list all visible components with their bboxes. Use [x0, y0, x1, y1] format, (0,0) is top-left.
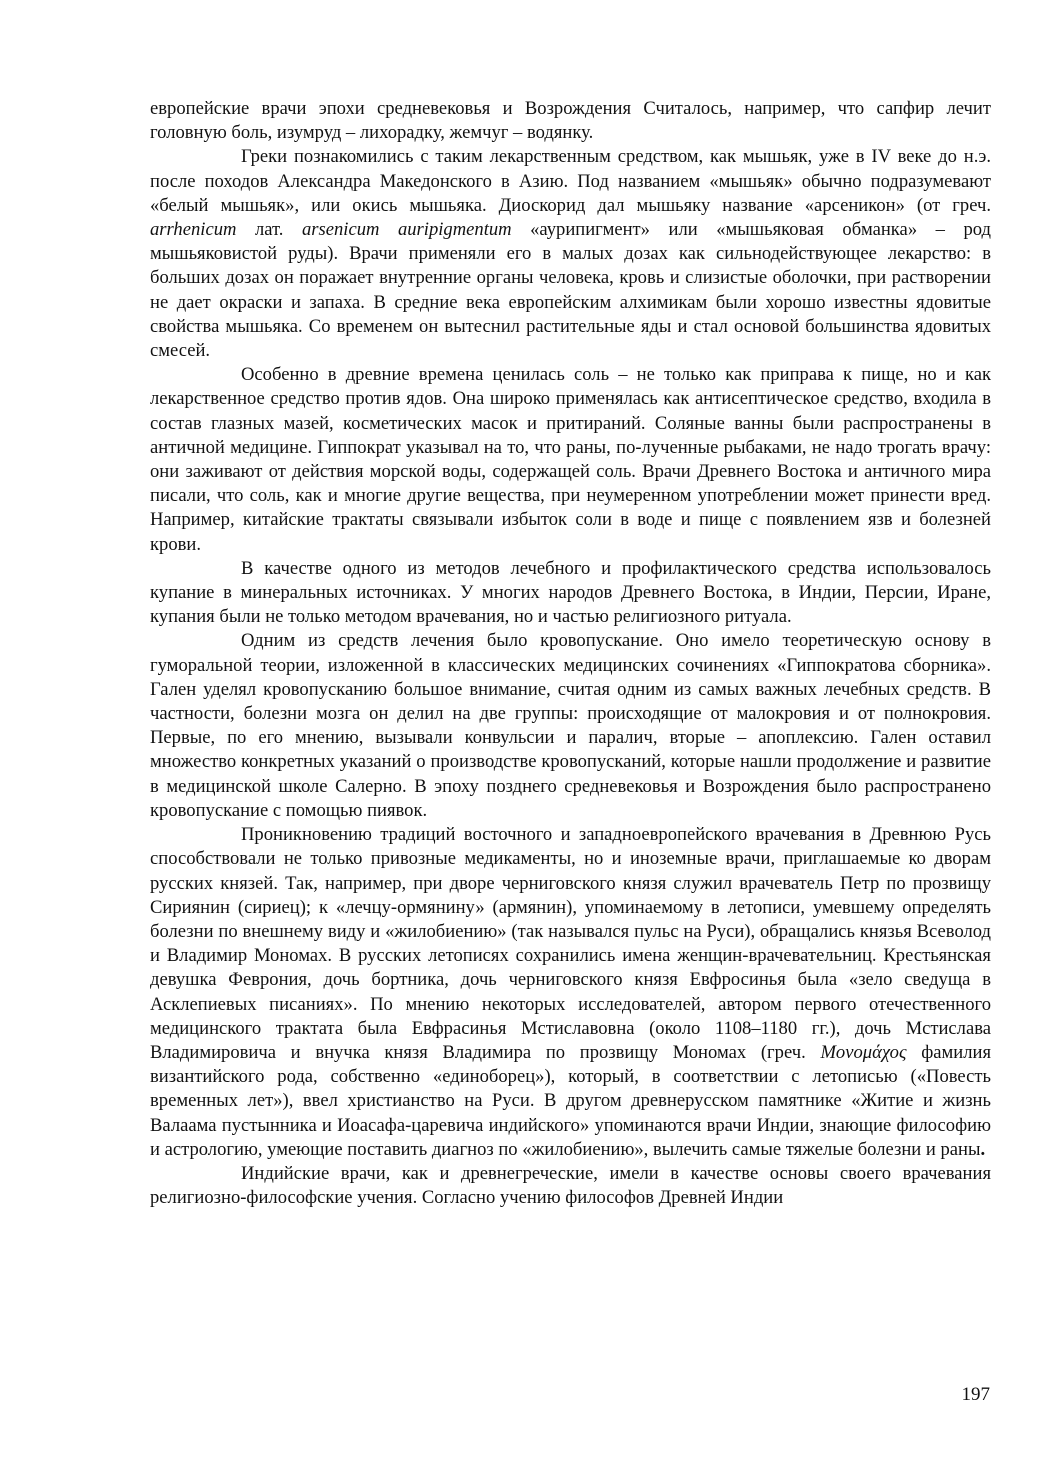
paragraph — [150, 97, 991, 145]
italic-term: Μονομάχος — [820, 1041, 907, 1063]
paragraph-text: Индийские врачи, как и древнегреческие, имели в качестве основы своего врачевания религиозно-философские учения. Согласно учению философов Древней Индии — [150, 1162, 991, 1209]
paragraph-text: Проникновению традиций восточного и западноевропейского врачевания в Древнюю Русь способствовали не только привозные медикаменты, но и иноземные врачи, приглашаемые ко дворам русских князей. Так, например, при дворе черниговского князя служил врачеватель Петр по прозвищу Сириянин (сириец); к «лечцу-ормянину» (армянин), упоминаемому в летописи, умевшему определять болезни по внешнему виду и «жилобиению» (так назывался пульс на Руси), обращались князья Всеволод и Владимир Мономах. В русских летописях сохранились имена женщин-врачевательниц. Крестьянская девушка Феврония, дочь бортника, дочь черниговского князя Евфросинья была «зело сведуща в Асклепиевых писаниях». По мнению некоторых исследователей, автором первого отечественного медицинского трактата была Евфрасинья Мстиславовна (около 1108–1180 гг.), дочь Мстислава Владимировича и внучка князя Владимира по прозвищу Мономах (греч. — [150, 824, 991, 1063]
paragraph-text: «аурипигмент» или «мышьяковая обманка» – род мышьяковистой руды). Врачи применяли его в малых дозах как сильнодействующее лекарство: в больших дозах он поражает внутренние органы человека, кровь и слизистые оболочки, при растворении не дает окраски и запаха. В средние века европейским алхимикам были хорошо известны ядовитые свойства мышьяка. Со временем он вытеснил растительные яды и стал основой большинства ядовитых смесей. — [150, 219, 992, 362]
page-body — [150, 97, 991, 1210]
paragraph-text: фамилия византийского рода, собственно «единоборец»), который, в соответствии с летописью («Повесть временных лет»), ввел христианство на Руси. В другом древнерусском памятнике «Житие и жизнь Валаама пустынника и Иоасафа-царевича индийского» упоминаются врачи Индии, знающие философию и астрологию, умеющие поставить диагноз по «жилобиению», вылечить самые тяжелые болезни и раны — [150, 1041, 991, 1160]
paragraph-text: европейские врачи эпохи средневековья и Возрождения Считалось, например, что сапфир лечит головную боль, изумруд – лихорадку, жемчуг – водянку. — [150, 98, 991, 144]
paragraph-text: В качестве одного из методов лечебного и профилактического средства использовалось купание в минеральных источниках. У многих народов Древнего Востока, в Индии, Персии, Иране, купания были не только методом врачевания, но и частью религиозного ритуала. — [150, 557, 991, 628]
italic-term: arrhenicum — [150, 219, 237, 241]
paragraph — [150, 1162, 991, 1210]
paragraph-text: Греки познакомились с таким лекарственным средством, как мышьяк, уже в IV веке до н.э. после походов Александра Македонского в Азию. Под названием «мышьяк» обычно подразумевают «белый мышьяк», или окись мышьяка. Диоскорид дал мышьяку название «арсеникон» (от греч. — [150, 146, 991, 216]
paragraph — [150, 557, 991, 630]
italic-term: arsenicum auripigmentum — [301, 219, 512, 241]
paragraph-text: лат. — [236, 219, 302, 241]
paragraph-text: Особенно в древние времена ценилась соль – не только как приправа к пище, но и как лекарственное средство против ядов. Она широко применялась как антисептическое средство, входила в состав глазных мазей, косметических масок и притираний. Соляные ванны были распространены в античной медицине. Гиппократ указывал на то, что раны, по-лученные рыбаками, не надо трогать врачу: они заживают от действия морской воды, содержащей соль. Врачи Древнего Востока и античного мира писали, что соль, как и многие другие вещества, при неумеренном употреблении может принести вред. Например, китайские трактаты связывали избыток соли в воде и пище с появлением язв и болезней крови. — [150, 364, 991, 555]
paragraph — [150, 823, 991, 1162]
paragraph-text: Одним из средств лечения было кровопускание. Оно имело теоретическую основу в гуморальной теории, изложенной в классических медицинских сочинениях «Гиппократова сборника». Гален уделял кровопусканию большое внимание, считая одним из самых важных лечебных средств. В частности, болезни мозга он делил на две группы: происходящие от малокровия и от полнокровия. Первые, по его мнению, вызывали конвульсии и паралич, вторые – апоплексию. Гален оставил множество конкретных указаний о производстве кровопусканий, которые нашли продолжение и развитие в медицинской школе Салерно. В эпоху позднего средневековья и Возрождения было распространено кровопускание с помощью пиявок. — [150, 630, 991, 821]
bold-text: . — [980, 1138, 986, 1160]
paragraph — [150, 145, 991, 363]
page-number: 197 — [961, 1384, 990, 1405]
paragraph — [150, 629, 991, 823]
paragraph — [150, 363, 991, 557]
